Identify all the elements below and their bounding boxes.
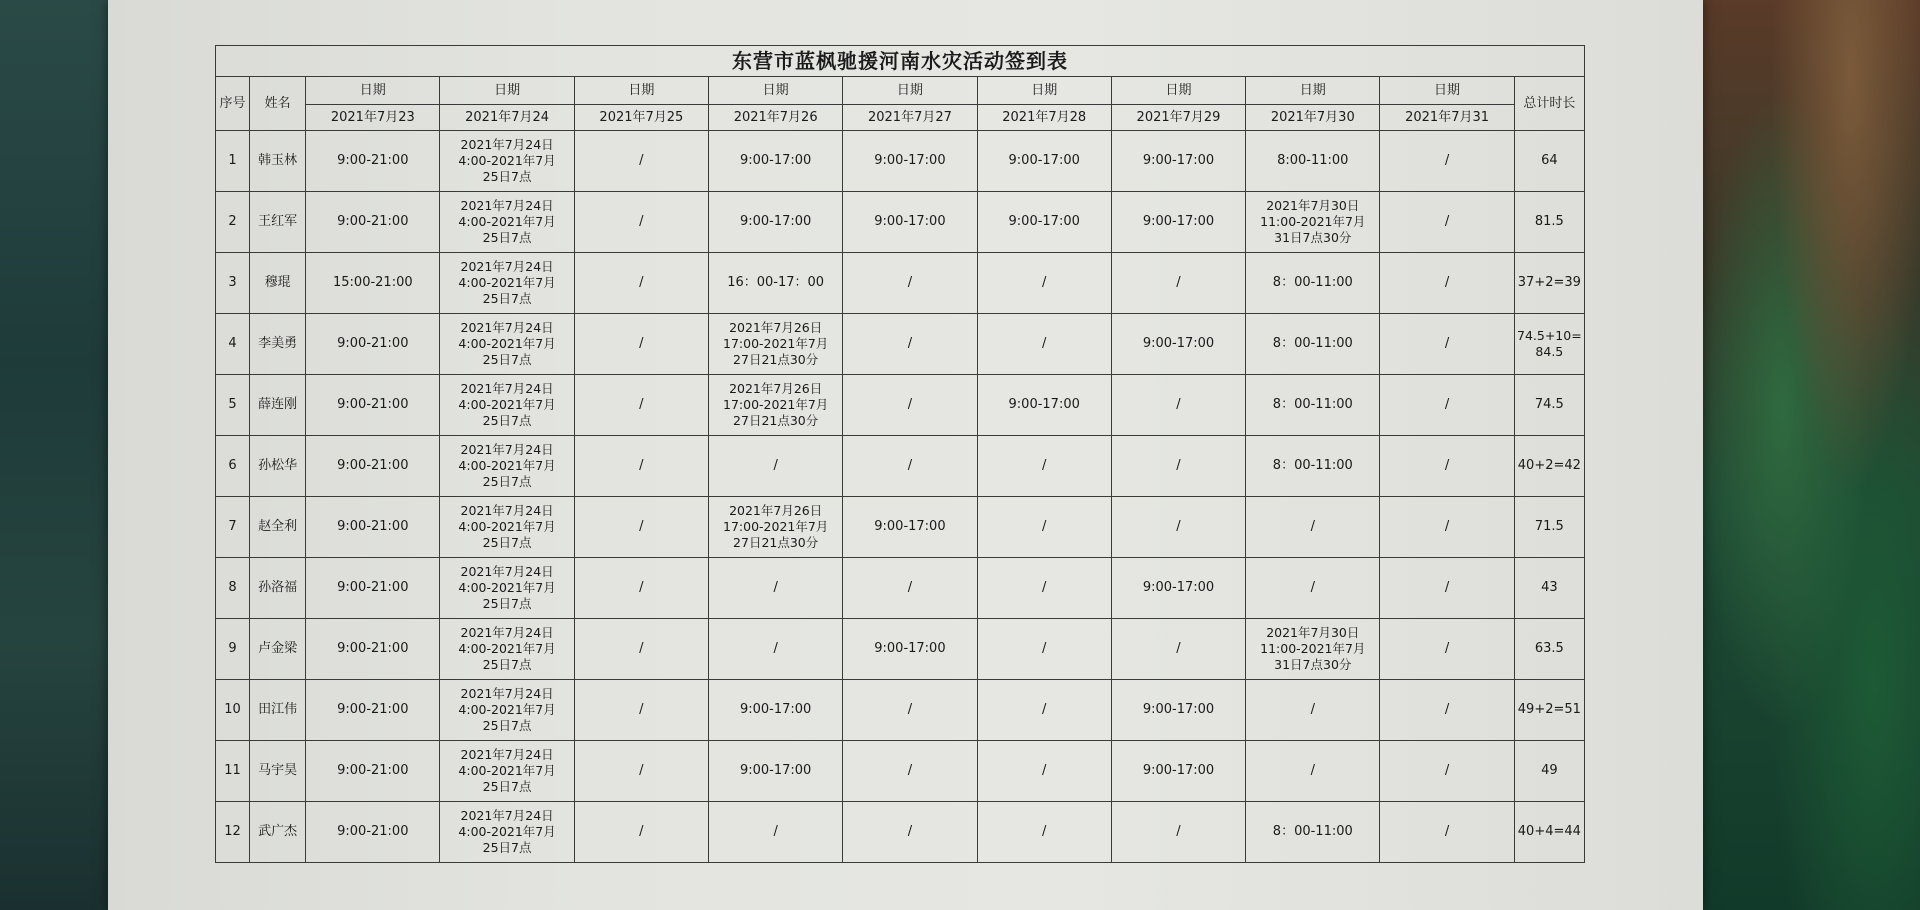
table-body	[216, 131, 1585, 863]
cell-time: 9:00-17:00	[1111, 192, 1245, 253]
cell-time: 9:00-17:00	[1111, 558, 1245, 619]
cell-total: 49	[1514, 741, 1584, 802]
cell-name: 田江伟	[250, 680, 306, 741]
cell-total: 74.5	[1514, 375, 1584, 436]
cell-time: /	[574, 680, 708, 741]
cell-time: /	[977, 680, 1111, 741]
cell-time: /	[977, 619, 1111, 680]
cell-seq: 11	[216, 741, 250, 802]
cell-time: 8：00-11:00	[1246, 253, 1380, 314]
table-row	[216, 375, 1585, 436]
cell-name: 王红军	[250, 192, 306, 253]
cell-time: /	[843, 680, 977, 741]
cell-total: 74.5+10= 84.5	[1514, 314, 1584, 375]
table-row	[216, 497, 1585, 558]
cell-time: 2021年7月24日 4:00-2021年7月 25日7点	[440, 741, 574, 802]
cell-name: 赵全利	[250, 497, 306, 558]
cell-time: 9:00-21:00	[306, 192, 440, 253]
header-date: 2021年7月31	[1380, 105, 1514, 131]
cell-seq: 5	[216, 375, 250, 436]
cell-time: 2021年7月24日 4:00-2021年7月 25日7点	[440, 314, 574, 375]
cell-time: 9:00-17:00	[709, 680, 843, 741]
cell-time: /	[1380, 802, 1514, 863]
cell-time: /	[1111, 802, 1245, 863]
header-date-label: 日期	[1111, 77, 1245, 105]
cell-time: 2021年7月30日 11:00-2021年7月 31日7点30分	[1246, 192, 1380, 253]
header-date: 2021年7月26	[709, 105, 843, 131]
table-row	[216, 619, 1585, 680]
table-row	[216, 802, 1585, 863]
cell-time: /	[1380, 619, 1514, 680]
cell-total: 43	[1514, 558, 1584, 619]
cell-time: /	[977, 436, 1111, 497]
cell-time: 9:00-17:00	[977, 131, 1111, 192]
cell-time: /	[1380, 741, 1514, 802]
sign-in-table	[215, 45, 1585, 863]
cell-name: 薛连刚	[250, 375, 306, 436]
cell-time: /	[1380, 192, 1514, 253]
cell-seq: 2	[216, 192, 250, 253]
cell-time: 8：00-11:00	[1246, 375, 1380, 436]
cell-time: /	[1111, 253, 1245, 314]
cell-time: 9:00-17:00	[977, 192, 1111, 253]
cell-time: 9:00-21:00	[306, 375, 440, 436]
header-date-label: 日期	[843, 77, 977, 105]
cell-total: 81.5	[1514, 192, 1584, 253]
cell-seq: 9	[216, 619, 250, 680]
cell-time: /	[1246, 497, 1380, 558]
cell-time: /	[574, 802, 708, 863]
cell-time: /	[843, 741, 977, 802]
cell-time: /	[709, 802, 843, 863]
header-date-label: 日期	[440, 77, 574, 105]
table-row	[216, 436, 1585, 497]
cell-time: 9:00-21:00	[306, 436, 440, 497]
cell-time: 9:00-17:00	[843, 131, 977, 192]
cell-time: /	[1380, 253, 1514, 314]
cell-time: 2021年7月24日 4:00-2021年7月 25日7点	[440, 558, 574, 619]
cell-time: 2021年7月24日 4:00-2021年7月 25日7点	[440, 375, 574, 436]
background-right	[1690, 0, 1920, 910]
cell-time: 9:00-17:00	[1111, 131, 1245, 192]
cell-time: 9:00-21:00	[306, 314, 440, 375]
cell-seq: 1	[216, 131, 250, 192]
cell-name: 马宇昊	[250, 741, 306, 802]
cell-time: 9:00-17:00	[1111, 314, 1245, 375]
cell-time: 2021年7月26日 17:00-2021年7月 27日21点30分	[709, 497, 843, 558]
header-total: 总计时长	[1514, 77, 1584, 131]
table-row	[216, 680, 1585, 741]
cell-time: /	[1380, 680, 1514, 741]
header-date: 2021年7月23	[306, 105, 440, 131]
cell-time: /	[843, 558, 977, 619]
cell-time: /	[574, 375, 708, 436]
header-date-label: 日期	[1380, 77, 1514, 105]
header-date: 2021年7月27	[843, 105, 977, 131]
cell-total: 63.5	[1514, 619, 1584, 680]
header-seq: 序号	[216, 77, 250, 131]
cell-time: /	[1246, 680, 1380, 741]
cell-time: 2021年7月24日 4:00-2021年7月 25日7点	[440, 436, 574, 497]
cell-time: /	[843, 436, 977, 497]
cell-time: 16：00-17：00	[709, 253, 843, 314]
cell-name: 孙松华	[250, 436, 306, 497]
cell-time: /	[574, 192, 708, 253]
table-row	[216, 253, 1585, 314]
table-row	[216, 192, 1585, 253]
cell-time: 2021年7月24日 4:00-2021年7月 25日7点	[440, 680, 574, 741]
cell-time: /	[1111, 375, 1245, 436]
cell-time: 2021年7月24日 4:00-2021年7月 25日7点	[440, 802, 574, 863]
cell-time: /	[843, 802, 977, 863]
cell-time: 8:00-11:00	[1246, 131, 1380, 192]
header-row	[216, 77, 1585, 105]
cell-total: 37+2=39	[1514, 253, 1584, 314]
background-left	[0, 0, 110, 910]
cell-time: /	[977, 802, 1111, 863]
cell-time: 2021年7月24日 4:00-2021年7月 25日7点	[440, 131, 574, 192]
cell-name: 孙洛福	[250, 558, 306, 619]
cell-seq: 3	[216, 253, 250, 314]
cell-time: 9:00-21:00	[306, 497, 440, 558]
header-date-label: 日期	[709, 77, 843, 105]
cell-time: /	[574, 619, 708, 680]
cell-time: /	[1111, 619, 1245, 680]
cell-time: /	[574, 131, 708, 192]
cell-time: 9:00-17:00	[977, 375, 1111, 436]
cell-total: 64	[1514, 131, 1584, 192]
cell-time: 9:00-17:00	[843, 619, 977, 680]
cell-total: 40+4=44	[1514, 802, 1584, 863]
cell-time: /	[1246, 558, 1380, 619]
header-date-label: 日期	[1246, 77, 1380, 105]
header-date: 2021年7月25	[574, 105, 708, 131]
cell-name: 武广杰	[250, 802, 306, 863]
cell-time: 9:00-17:00	[843, 192, 977, 253]
table-title: 东营市蓝枫驰援河南水灾活动签到表	[216, 46, 1585, 77]
cell-time: 9:00-21:00	[306, 741, 440, 802]
cell-time: /	[574, 558, 708, 619]
cell-time: 2021年7月24日 4:00-2021年7月 25日7点	[440, 192, 574, 253]
header-date: 2021年7月29	[1111, 105, 1245, 131]
cell-seq: 7	[216, 497, 250, 558]
cell-time: 9:00-21:00	[306, 131, 440, 192]
cell-time: /	[1111, 497, 1245, 558]
cell-time: 15:00-21:00	[306, 253, 440, 314]
header-date-label: 日期	[306, 77, 440, 105]
cell-time: 2021年7月30日 11:00-2021年7月 31日7点30分	[1246, 619, 1380, 680]
cell-time: /	[1380, 314, 1514, 375]
cell-time: /	[1246, 741, 1380, 802]
cell-total: 71.5	[1514, 497, 1584, 558]
cell-time: 2021年7月24日 4:00-2021年7月 25日7点	[440, 619, 574, 680]
cell-time: 9:00-17:00	[1111, 741, 1245, 802]
header-date-label: 日期	[977, 77, 1111, 105]
cell-seq: 10	[216, 680, 250, 741]
cell-time: 9:00-17:00	[709, 131, 843, 192]
cell-time: /	[843, 253, 977, 314]
header-date: 2021年7月30	[1246, 105, 1380, 131]
cell-time: 8：00-11:00	[1246, 802, 1380, 863]
cell-name: 韩玉林	[250, 131, 306, 192]
cell-time: /	[709, 619, 843, 680]
cell-seq: 4	[216, 314, 250, 375]
cell-time: /	[977, 741, 1111, 802]
table-row	[216, 131, 1585, 192]
cell-time: 9:00-17:00	[1111, 680, 1245, 741]
header-name: 姓名	[250, 77, 306, 131]
cell-time: /	[977, 314, 1111, 375]
cell-name: 李美勇	[250, 314, 306, 375]
cell-name: 卢金梁	[250, 619, 306, 680]
cell-time: /	[977, 558, 1111, 619]
cell-time: /	[574, 314, 708, 375]
cell-seq: 8	[216, 558, 250, 619]
header-date: 2021年7月28	[977, 105, 1111, 131]
cell-time: /	[574, 253, 708, 314]
table-row	[216, 314, 1585, 375]
cell-time: /	[574, 741, 708, 802]
cell-time: /	[574, 497, 708, 558]
cell-total: 49+2=51	[1514, 680, 1584, 741]
table-row	[216, 558, 1585, 619]
header-date: 2021年7月24	[440, 105, 574, 131]
cell-time: /	[709, 436, 843, 497]
cell-seq: 12	[216, 802, 250, 863]
cell-time: /	[1111, 436, 1245, 497]
cell-time: 2021年7月26日 17:00-2021年7月 27日21点30分	[709, 314, 843, 375]
cell-time: /	[709, 558, 843, 619]
cell-time: 2021年7月24日 4:00-2021年7月 25日7点	[440, 497, 574, 558]
table-row	[216, 741, 1585, 802]
cell-time: 8：00-11:00	[1246, 436, 1380, 497]
cell-total: 40+2=42	[1514, 436, 1584, 497]
cell-time: 9:00-17:00	[709, 741, 843, 802]
cell-time: /	[574, 436, 708, 497]
cell-time: 9:00-21:00	[306, 619, 440, 680]
cell-time: 9:00-17:00	[709, 192, 843, 253]
header-date-label: 日期	[574, 77, 708, 105]
cell-time: 9:00-17:00	[843, 497, 977, 558]
header-dates-row	[216, 105, 1585, 131]
cell-time: /	[1380, 375, 1514, 436]
cell-time: 9:00-21:00	[306, 558, 440, 619]
cell-time: 9:00-21:00	[306, 680, 440, 741]
cell-time: /	[977, 253, 1111, 314]
cell-time: 9:00-21:00	[306, 802, 440, 863]
cell-seq: 6	[216, 436, 250, 497]
cell-time: 2021年7月24日 4:00-2021年7月 25日7点	[440, 253, 574, 314]
cell-time: /	[843, 314, 977, 375]
cell-time: /	[977, 497, 1111, 558]
cell-time: /	[1380, 558, 1514, 619]
cell-time: /	[1380, 436, 1514, 497]
cell-time: /	[843, 375, 977, 436]
cell-time: /	[1380, 131, 1514, 192]
cell-time: 2021年7月26日 17:00-2021年7月 27日21点30分	[709, 375, 843, 436]
cell-name: 穆琨	[250, 253, 306, 314]
cell-time: 8：00-11:00	[1246, 314, 1380, 375]
cell-time: /	[1380, 497, 1514, 558]
